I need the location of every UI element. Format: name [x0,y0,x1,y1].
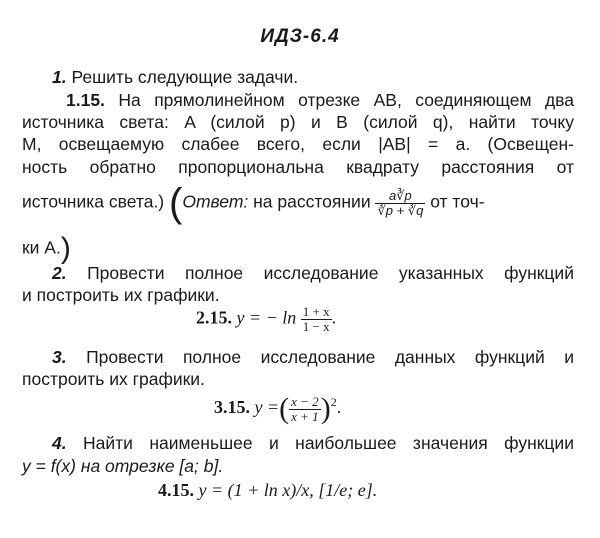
task1-line6: ки A. [22,237,61,258]
task3-exponent: 2 [330,395,337,410]
task1-line2: источника света: A (силой p) и B (силой q), найти точку [22,112,574,132]
task1-problem-number: 1.15. [66,90,105,110]
task1-heading-row [52,66,298,88]
task4-line1-row [52,432,574,454]
task4-formula: y = (1 + ln x)/x, [1/e; e]. [198,480,378,500]
task1-line1-row [66,89,574,111]
task1-line1: На прямолинейном отрезке AB, соединяющем два [118,90,574,110]
task2-number: 2. [52,263,67,283]
task3-line1: Провести полное исследование данных функций и [86,347,574,367]
task2-formula-end: . [331,307,337,328]
task2-line1: Провести полное исследование указанных функций [87,263,574,283]
task1-answer-row [22,183,582,223]
answer-close-paren: ) [60,232,71,265]
task3-open-paren: ( [279,392,290,425]
task2-line2: и построить их графики. [22,285,220,305]
answer-text: на расстоянии [253,191,371,212]
task3-line2: построить их графики. [22,369,205,389]
task2-line1-row [52,262,574,284]
task2-problem-number: 2.15. [196,307,232,328]
task4-line2: y = f(x) на отрезке [a; b]. [22,456,224,476]
task2-formula [196,305,336,334]
task2-denominator: 1 − x [302,319,330,334]
task1-heading: Решить следующие задачи. [71,67,299,87]
task1-number: 1. [52,67,67,87]
answer-fraction [375,189,425,218]
task1-line3: M, освещаемую слабее всего, если |AB| = a. (Освещен- [22,134,574,154]
answer-open-paren: ( [169,181,183,225]
task4-number: 4. [52,433,67,453]
task2-formula-lhs: y = − ln [236,307,297,328]
task3-line1-row [52,346,574,368]
task3-close-paren: ) [320,392,331,425]
task3-denominator: x + 1 [291,408,319,424]
task3-fraction [289,395,321,424]
task3-problem-number: 3.15. [214,397,250,418]
task3-formula-lhs: y = [254,397,280,418]
answer-numerator: a∛p [375,189,425,204]
task3-numerator: x − 2 [291,393,319,409]
page-title: ИДЗ-6.4 [260,26,340,47]
task3-formula-end: . [336,397,342,418]
task4-line1: Найти наименьшее и наибольшее значения функции [83,433,574,453]
task3-formula [214,392,341,426]
task1-line5c: от точ- [430,191,485,212]
task1-line4: ность обратно пропорциональна квадрату расстояния от [22,157,574,177]
answer-label: Ответ: [182,191,249,212]
task2-numerator: 1 + x [302,304,330,319]
task1-line5a: источника света.) [22,191,165,212]
task3-number: 3. [52,347,67,367]
answer-denominator: ∛p + ∛q [377,202,424,218]
task4-formula-row [158,480,377,501]
task2-fraction [301,305,332,334]
task4-problem-number: 4.15. [158,480,194,500]
